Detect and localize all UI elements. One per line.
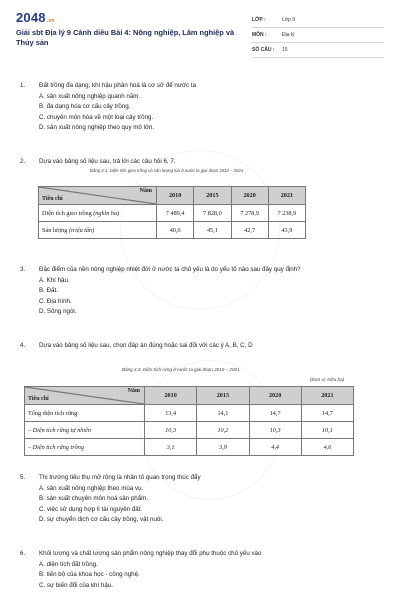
year-header: 2021 [301, 387, 353, 405]
question-stem: Đất trồng đa dạng, khí hậu phân hoá là cơ sở để nước ta [39, 82, 197, 89]
year-header: 2010 [157, 187, 194, 205]
table-corner-cell: Năm Tiêu chí [25, 387, 145, 405]
table-cell: 14,1 [197, 405, 249, 422]
table-cell: 10,2 [197, 422, 249, 439]
table-cell: 14,7 [249, 405, 301, 422]
table-cell: 42,7 [231, 222, 268, 239]
row-label: – Diện tích rừng tự nhiên [25, 422, 145, 439]
question-6: 6. Khối lượng và chất lượng sản phẩm nông nghiệp thay đổi phụ thuộc chủ yếu vào A. diện tích đất trồng. B. tiến bộ của khoa học - công nghệ. C. sự biến đổi của khí hậu. [20, 549, 390, 591]
table-corner-cell: Năm Tiêu chí [39, 187, 157, 205]
answer-option[interactable]: B. đa dạng hóa cơ cấu cây trồng. [39, 103, 131, 111]
table-row [25, 405, 354, 422]
table-cell: 10,3 [249, 422, 301, 439]
table-header-row [39, 187, 306, 205]
table-row [25, 422, 354, 439]
page-title: Giải sbt Địa lý 9 Cánh diều Bài 4: Nông nghiệp, Lâm nghiệp và Thủy sản [16, 28, 235, 47]
year-header: 2010 [145, 387, 197, 405]
answer-option[interactable]: C. chuyên môn hóa về một loại cây trồng. [39, 113, 154, 121]
meta-row-subject: MÔN : Địa lý [252, 28, 384, 43]
answer-option[interactable]: B. sản xuất chuyên môn hoá sản phẩm. [39, 495, 149, 503]
table-cell: 4,6 [301, 439, 353, 456]
table-row [39, 205, 306, 222]
answer-option[interactable]: C. việc sử dụng hợp lí tài nguyên đất. [39, 505, 143, 513]
question-5: 5. Thị trường tiêu thụ mở rộng là nhân tố quan trọng thúc đẩy A. sản xuất nông nghiệp theo mùa vụ. B. sản xuất chuyên môn hoá sản phẩm. C. việc sử dụng hợp lí tài nguyên đất. D. sự chuyển dịch cơ cấu cây trồng, vật nuôi. [20, 473, 390, 526]
row-label: Sản lượng (triệu tấn) [39, 222, 157, 239]
table-cell: 10,3 [145, 422, 197, 439]
table-caption: Bảng 4.3. Diện tích rừng ở nước ta giai đoạn 2010 – 2021 [122, 367, 240, 372]
question-1: 1. Đất trồng đa dạng, khí hậu phân hoá là cơ sở để nước ta A. sản xuất nông nghiệp quanh năm. B. đa dạng hóa cơ cấu cây trồng. C. chuyên môn hóa về một loại cây trồng. D. sản xuất nông nghiệp theo quy mô lớn. [20, 81, 390, 134]
answer-option[interactable]: A. sản xuất nông nghiệp quanh năm. [39, 92, 141, 100]
answer-option[interactable]: D. sản xuất nông nghiệp theo quy mô lớn. [39, 124, 155, 132]
question-stem: Khối lượng và chất lượng sản phẩm nông nghiệp thay đổi phụ thuộc chủ yếu vào [39, 550, 262, 557]
table-cell: 7 489,4 [157, 205, 194, 222]
question-stem: Đặc điểm của nền nông nghiệp nhiệt đới ở nước ta chủ yếu là do yếu tố nào sau đây quy định? [39, 266, 301, 273]
table-cell: 13,4 [145, 405, 197, 422]
table-cell: 4,4 [249, 439, 301, 456]
question-3: 3. Đặc điểm của nền nông nghiệp nhiệt đới ở nước ta chủ yếu là do yếu tố nào sau đây quy định? A. Khí hậu. B. Đất. C. Địa hình. D. Sông ngòi. [20, 265, 390, 318]
table-cell: 45,1 [194, 222, 231, 239]
meta-row-count: SỐ CÂU : 15 [252, 43, 384, 58]
table-caption: Bảng 4.1. Diện tích gieo trồng và sản lượng lúa ở nước ta giai đoạn 2010 – 2021 [90, 168, 244, 173]
answer-option[interactable]: B. Đất. [39, 287, 58, 295]
table-cell: 40,0 [157, 222, 194, 239]
answer-option[interactable]: A. diện tích đất trồng. [39, 560, 98, 568]
forest-table [24, 386, 354, 456]
question-stem: Dựa vào bảng số liệu sau, chọn đáp án đúng hoặc sai đối với các ý A, B, C, D [39, 342, 253, 349]
answer-option[interactable]: A. Khí hậu. [39, 276, 70, 284]
unit-note: (Đơn vị: triệu ha) [310, 377, 345, 382]
meta-row-grade: LỚP : Lớp 9 [252, 13, 384, 28]
table-cell: 14,7 [301, 405, 353, 422]
answer-option[interactable]: A. sản xuất nông nghiệp theo mùa vụ. [39, 484, 144, 492]
answer-option[interactable]: C. Địa hình. [39, 297, 72, 305]
table-cell: 7 828,0 [194, 205, 231, 222]
table-row [25, 439, 354, 456]
meta-info [252, 13, 384, 58]
row-label: – Diện tích rừng trồng [25, 439, 145, 456]
table-cell: 7 278,9 [231, 205, 268, 222]
table-row [39, 222, 306, 239]
rice-table [38, 186, 306, 239]
question-stem: Thị trường tiêu thụ mở rộng là nhân tố quan trọng thúc đẩy [39, 474, 201, 481]
page-header [0, 0, 400, 68]
table-cell: 10,1 [301, 422, 353, 439]
table-cell: 43,9 [268, 222, 305, 239]
answer-option[interactable]: C. sự biến đổi của khí hậu. [39, 581, 113, 589]
table-header-row [25, 387, 354, 405]
row-label: Diện tích gieo trồng (nghìn ha) [39, 205, 157, 222]
year-header: 2015 [194, 187, 231, 205]
year-header: 2020 [231, 187, 268, 205]
question-stem: Dựa vào bảng số liệu sau, trả lời các câu hỏi 6, 7. [39, 158, 176, 165]
question-2: 2. Dựa vào bảng số liệu sau, trả lời các câu hỏi 6, 7. [20, 157, 390, 168]
answer-option[interactable]: D. Sông ngòi. [39, 308, 77, 316]
row-label: Tổng diện tích rừng [25, 405, 145, 422]
site-logo[interactable]: 2048.vn [16, 10, 55, 25]
question-4: 4. Dựa vào bảng số liệu sau, chọn đáp án đúng hoặc sai đối với các ý A, B, C, D [20, 341, 390, 352]
table-cell: 7 238,9 [268, 205, 305, 222]
year-header: 2021 [268, 187, 305, 205]
year-header: 2015 [197, 387, 249, 405]
table-cell: 3,1 [145, 439, 197, 456]
table-cell: 3,9 [197, 439, 249, 456]
year-header: 2020 [249, 387, 301, 405]
answer-option[interactable]: B. tiến bộ của khoa học - công nghệ. [39, 571, 140, 579]
answer-option[interactable]: D. sự chuyển dịch cơ cấu cây trồng, vật nuôi. [39, 516, 164, 524]
